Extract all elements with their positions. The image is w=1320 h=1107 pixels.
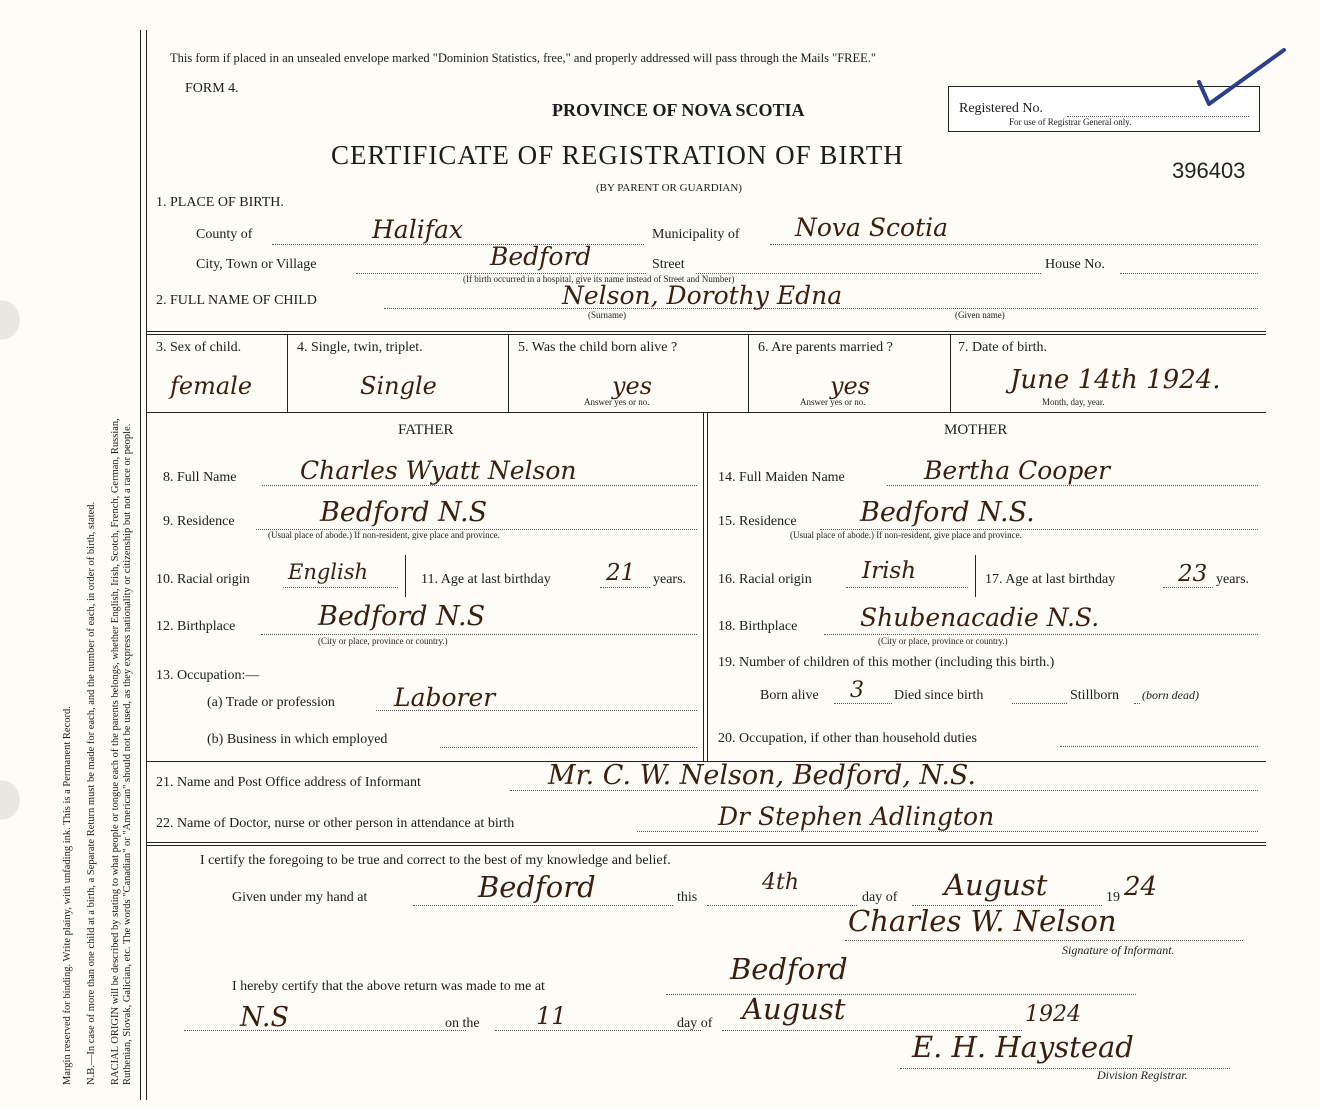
father-heading: FATHER	[398, 422, 454, 438]
registrar-place2-value: N.S	[240, 1002, 289, 1033]
mother-years-label: years.	[1216, 572, 1250, 587]
died-line	[1012, 703, 1067, 704]
rule-5	[146, 842, 1266, 843]
father-racial-label: 10. Racial origin	[156, 572, 250, 587]
born-alive-line	[834, 703, 892, 704]
registrar-day-line	[495, 1030, 701, 1031]
given-label: Given under my hand at	[232, 890, 368, 905]
died-label: Died since birth	[894, 688, 984, 703]
mother-residence-note: (Usual place of abode.) If non-resident, give place and province.	[790, 530, 1022, 540]
informant-signature-line	[845, 940, 1243, 941]
certify-statement: I certify the foregoing to be true and correct to the best of my knowledge and belief.	[200, 853, 671, 868]
given-place-line	[413, 905, 673, 906]
registrar-day-value: 11	[536, 1002, 567, 1030]
rule-sex	[287, 334, 288, 412]
margin-rule-inner	[146, 30, 147, 1100]
rule-father-age	[405, 555, 406, 597]
mother-birthplace-label: 18. Birthplace	[718, 619, 798, 634]
rule-2	[146, 334, 1266, 335]
married-label: 6. Are parents married ?	[758, 340, 893, 355]
mother-racial-line	[846, 587, 968, 588]
form-number: FORM 4.	[185, 81, 239, 96]
business-label: (b) Business in which employed	[207, 732, 388, 747]
this-label: this	[677, 890, 698, 905]
mother-residence-value: Bedford N.S.	[860, 497, 1035, 528]
father-residence-label: 9. Residence	[163, 514, 235, 529]
place-of-birth-heading: 1. PLACE OF BIRTH.	[156, 195, 284, 210]
trade-value: Laborer	[394, 683, 496, 712]
dob-note: Month, day, year.	[1042, 397, 1105, 407]
mother-racial-value: Irish	[862, 558, 917, 584]
stillborn-note: (born dead)	[1142, 688, 1199, 702]
children-count-label: 19. Number of children of this mother (including this birth.)	[718, 655, 1055, 670]
rule-center-2	[707, 412, 708, 761]
margin-note-3: RACIAL ORIGIN will be described by stating to what people or tongue each of the parents belongs, whether English, Irish, Scotch, French, German, Russian,	[110, 418, 121, 1085]
registrar-statement: I hereby certify that the above return was made to me at	[232, 979, 545, 994]
registered-note: For use of Registrar General only.	[1009, 117, 1132, 127]
mother-heading: MOTHER	[944, 422, 1008, 438]
punch-hole-top	[0, 300, 20, 340]
city-value: Bedford	[490, 242, 592, 271]
registered-label: Registered No.	[959, 101, 1043, 116]
mother-age-label: 17. Age at last birthday	[985, 572, 1116, 587]
father-name-value: Charles Wyatt Nelson	[300, 456, 577, 485]
given-name-note: (Given name)	[955, 310, 1005, 320]
county-label: County of	[196, 227, 253, 242]
informant-signature-caption: Signature of Informant.	[1062, 943, 1175, 957]
registered-number-box	[948, 86, 1260, 132]
informant-signature: Charles W. Nelson	[848, 904, 1117, 938]
father-racial-line	[283, 587, 398, 588]
margin-note-2: N.B.—In case of more than one child at a birth, a Separate Return must be made for each, and the number of each, in order of birth, stated.	[86, 501, 97, 1085]
doctor-line	[637, 831, 1258, 832]
born-alive-value: 3	[850, 678, 864, 703]
house-line	[1120, 273, 1258, 274]
house-label: House No.	[1045, 257, 1105, 272]
rule-top	[146, 331, 1266, 332]
child-name-value: Nelson, Dorothy Edna	[562, 281, 843, 310]
municipality-line	[770, 244, 1258, 245]
father-name-line	[262, 485, 697, 486]
father-age-label: 11. Age at last birthday	[421, 572, 551, 587]
municipality-value: Nova Scotia	[795, 213, 949, 242]
father-age-line	[600, 587, 650, 588]
mother-name-label: 14. Full Maiden Name	[718, 470, 845, 485]
province-title: PROVINCE OF NOVA SCOTIA	[552, 100, 805, 120]
rule-married	[950, 334, 951, 412]
registrar-place-value: Bedford	[730, 952, 848, 986]
father-birthplace-line	[261, 634, 697, 635]
mother-occupation-label: 20. Occupation, if other than household duties	[718, 731, 977, 746]
dob-value: June 14th 1924.	[1010, 365, 1221, 395]
margin-rule	[140, 30, 141, 1100]
plurality-label: 4. Single, twin, triplet.	[297, 340, 423, 355]
registrar-year-value: 1924	[1025, 1002, 1081, 1027]
business-line	[440, 747, 697, 748]
occupation-label: 13. Occupation:—	[156, 668, 260, 683]
street-line	[696, 273, 1041, 274]
cert-month-value: August	[944, 868, 1048, 902]
alive-label: 5. Was the child born alive ?	[518, 340, 678, 355]
rule-plural	[508, 334, 509, 412]
given-place-value: Bedford	[478, 870, 596, 904]
county-value: Halifax	[372, 215, 463, 244]
rule-center	[703, 412, 704, 761]
mother-birthplace-note: (City or place, province or country.)	[878, 636, 1008, 646]
sex-value: female	[170, 372, 253, 400]
checkmark-icon	[1194, 42, 1294, 112]
mail-notice: This form if placed in an unsealed envelope marked "Dominion Statistics, free," and properly addressed will pass through the Mails "FREE."	[170, 51, 877, 65]
street-label: Street	[652, 257, 685, 272]
registrar-signature-caption: Division Registrar.	[1097, 1068, 1188, 1082]
mother-age-line	[1163, 587, 1213, 588]
cert-day-label: day of	[862, 890, 898, 905]
sex-label: 3. Sex of child.	[156, 340, 242, 355]
informant-label: 21. Name and Post Office address of Informant	[156, 775, 421, 790]
stillborn-label: Stillborn	[1070, 688, 1120, 703]
mother-name-value: Bertha Cooper	[924, 456, 1111, 485]
registrar-place2-line	[184, 1030, 466, 1031]
cert-year-suffix: 24	[1124, 872, 1158, 902]
doctor-label: 22. Name of Doctor, nurse or other person in attendance at birth	[156, 816, 515, 831]
father-birthplace-note: (City or place, province or country.)	[318, 636, 448, 646]
rule-mother-age	[975, 555, 976, 597]
rule-3	[146, 412, 1266, 413]
certificate-title: CERTIFICATE OF REGISTRATION OF BIRTH	[331, 140, 904, 170]
alive-note: Answer yes or no.	[584, 397, 650, 407]
rule-alive	[748, 334, 749, 412]
informant-value: Mr. C. W. Nelson, Bedford, N.S.	[548, 760, 977, 791]
mother-racial-label: 16. Racial origin	[718, 572, 812, 587]
plurality-value: Single	[360, 372, 437, 400]
city-label: City, Town or Village	[196, 257, 317, 272]
born-alive-label: Born alive	[760, 688, 819, 703]
registrar-day-label: day of	[677, 1016, 713, 1031]
married-note: Answer yes or no.	[800, 397, 866, 407]
registrar-place-line	[666, 994, 1136, 995]
municipality-label: Municipality of	[652, 227, 740, 242]
cert-day-line	[707, 905, 857, 906]
father-birthplace-label: 12. Birthplace	[156, 619, 236, 634]
registrar-month-value: August	[742, 992, 846, 1026]
father-birthplace-value: Bedford N.S	[318, 601, 486, 632]
mother-birthplace-line	[824, 634, 1258, 635]
punch-hole-bottom	[0, 780, 20, 820]
dob-label: 7. Date of birth.	[958, 340, 1048, 355]
margin-note-1: Margin reserved for binding. Write plainy, with unfading ink. This is a Permanent Record.	[62, 706, 73, 1085]
father-years-label: years.	[653, 572, 687, 587]
cert-year-prefix: 19	[1106, 890, 1120, 905]
doctor-value: Dr Stephen Adlington	[718, 802, 995, 831]
father-name-label: 8. Full Name	[163, 470, 237, 485]
cert-day-value: 4th	[762, 870, 800, 895]
mother-residence-label: 15. Residence	[718, 514, 797, 529]
stillborn-line	[1134, 703, 1140, 704]
mother-birthplace-value: Shubenacadie N.S.	[860, 603, 1100, 632]
child-name-label: 2. FULL NAME OF CHILD	[156, 293, 317, 308]
father-age-value: 21	[606, 560, 636, 586]
on-the-label: on the	[445, 1016, 480, 1031]
trade-label: (a) Trade or profession	[207, 695, 335, 710]
mother-occupation-line	[1060, 746, 1258, 747]
father-residence-note: (Usual place of abode.) If non-resident, give place and province.	[268, 530, 500, 540]
father-residence-value: Bedford N.S	[320, 497, 488, 528]
surname-note: (Surname)	[588, 310, 626, 320]
mother-age-value: 23	[1178, 561, 1208, 587]
certificate-subtitle: (BY PARENT OR GUARDIAN)	[596, 182, 742, 194]
mother-name-line	[887, 485, 1258, 486]
alive-value: yes	[612, 372, 653, 400]
stamp-number: 396403	[1172, 158, 1246, 183]
margin-note-4: Ruthenian, Slovak, Galician, etc. The words "Canadian" or "American" should not be used, as they express nationality or citizenship but not a race or people.	[122, 423, 133, 1085]
hospital-note: (If birth occurred in a hospital, give its name instead of Street and Number)	[463, 274, 735, 284]
father-racial-value: English	[288, 560, 369, 584]
married-value: yes	[830, 372, 871, 400]
registrar-signature: E. H. Haystead	[912, 1030, 1134, 1064]
rule-5b	[146, 845, 1266, 846]
